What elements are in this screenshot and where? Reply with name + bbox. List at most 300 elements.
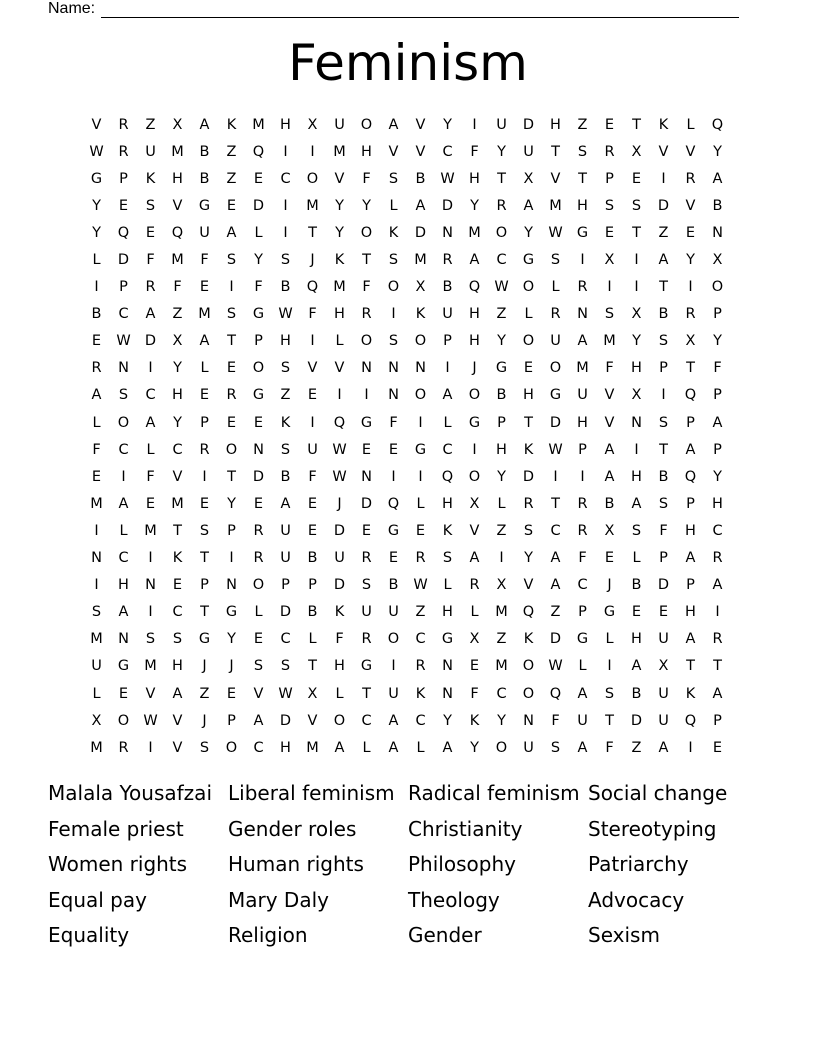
grid-letter: E bbox=[226, 197, 237, 214]
grid-letter: W bbox=[494, 279, 509, 296]
grid-letter: L bbox=[578, 658, 587, 675]
grid-letter: C bbox=[712, 522, 723, 539]
grid-letter: I bbox=[445, 360, 450, 377]
grid-letter: O bbox=[387, 631, 400, 648]
grid-letter: G bbox=[252, 306, 265, 323]
grid-letter: S bbox=[280, 360, 291, 377]
grid-letter: Y bbox=[524, 550, 533, 567]
grid-letter: L bbox=[497, 495, 506, 512]
grid-letter: E bbox=[361, 522, 372, 539]
grid-letter: Q bbox=[333, 414, 346, 431]
grid-letter: X bbox=[685, 333, 696, 350]
grid-letter: I bbox=[337, 387, 342, 404]
grid-letter: O bbox=[495, 739, 508, 756]
grid-letter: C bbox=[280, 170, 291, 187]
word-list-item: Malala Yousafzai bbox=[48, 781, 212, 805]
grid-letter: A bbox=[388, 116, 399, 133]
grid-letter: M bbox=[306, 739, 319, 756]
grid-letter: M bbox=[495, 604, 508, 621]
grid-letter: D bbox=[252, 197, 265, 214]
grid-letter: T bbox=[713, 658, 722, 675]
grid-letter: I bbox=[472, 441, 477, 458]
grid-letter: K bbox=[415, 306, 426, 323]
grid-letter: H bbox=[361, 143, 372, 160]
grid-letter: O bbox=[252, 360, 265, 377]
grid-letter: U bbox=[280, 550, 291, 567]
word-list-item: Female priest bbox=[48, 816, 184, 841]
grid-letter: F bbox=[713, 360, 722, 377]
grid-letter: U bbox=[658, 631, 669, 648]
grid-letter: I bbox=[661, 170, 666, 187]
grid-letter: T bbox=[308, 658, 317, 675]
grid-letter: T bbox=[227, 333, 236, 350]
grid-letter: N bbox=[226, 577, 237, 594]
grid-letter: G bbox=[414, 441, 427, 458]
grid-letter: F bbox=[362, 170, 371, 187]
grid-letter: Y bbox=[713, 143, 722, 160]
grid-letter: I bbox=[148, 739, 153, 756]
grid-letter: W bbox=[332, 441, 347, 458]
grid-letter: U bbox=[145, 143, 156, 160]
grid-letter: V bbox=[334, 170, 345, 187]
grid-letter: G bbox=[441, 631, 454, 648]
grid-letter: M bbox=[603, 333, 616, 350]
grid-letter: E bbox=[226, 360, 237, 377]
grid-letter: K bbox=[469, 712, 480, 729]
grid-letter: Y bbox=[524, 224, 533, 241]
grid-letter: E bbox=[145, 224, 156, 241]
grid-letter: D bbox=[360, 495, 373, 512]
grid-letter: Y bbox=[497, 333, 506, 350]
grid-letter: I bbox=[607, 658, 612, 675]
grid-letter: W bbox=[116, 333, 131, 350]
grid-letter: Y bbox=[362, 197, 371, 214]
grid-letter: B bbox=[199, 143, 210, 160]
grid-letter: R bbox=[415, 658, 426, 675]
grid-letter: V bbox=[307, 712, 318, 729]
grid-letter: C bbox=[280, 631, 291, 648]
grid-letter: Y bbox=[497, 712, 506, 729]
grid-letter: R bbox=[253, 550, 264, 567]
grid-letter: A bbox=[577, 739, 588, 756]
grid-letter: E bbox=[307, 495, 318, 512]
grid-letter: M bbox=[252, 116, 265, 133]
grid-letter: T bbox=[362, 252, 371, 269]
grid-letter: Q bbox=[711, 116, 724, 133]
grid-letter: P bbox=[119, 170, 128, 187]
grid-letter: A bbox=[442, 739, 453, 756]
grid-letter: E bbox=[226, 685, 237, 702]
grid-letter: F bbox=[254, 279, 263, 296]
grid-letter: I bbox=[94, 522, 99, 539]
grid-letter: A bbox=[604, 468, 615, 485]
grid-letter: O bbox=[414, 387, 427, 404]
grid-letter: D bbox=[549, 414, 562, 431]
grid-letter: X bbox=[523, 170, 534, 187]
grid-letter: P bbox=[281, 577, 290, 594]
word-list-item: Sexism bbox=[588, 923, 660, 948]
grid-letter: V bbox=[685, 143, 696, 160]
grid-letter: E bbox=[199, 387, 210, 404]
grid-letter: E bbox=[253, 631, 264, 648]
grid-letter: W bbox=[278, 685, 293, 702]
grid-letter: M bbox=[333, 279, 346, 296]
grid-letter: H bbox=[550, 116, 561, 133]
grid-letter: I bbox=[580, 252, 585, 269]
grid-letter: Y bbox=[497, 468, 506, 485]
grid-letter: P bbox=[605, 170, 614, 187]
grid-letter: X bbox=[712, 252, 723, 269]
grid-letter: V bbox=[685, 197, 696, 214]
grid-letter: Q bbox=[171, 224, 184, 241]
grid-letter: Z bbox=[226, 170, 237, 187]
grid-letter: C bbox=[496, 252, 507, 269]
grid-letter: L bbox=[335, 333, 344, 350]
grid-letter: X bbox=[496, 577, 507, 594]
grid-letter: R bbox=[550, 306, 561, 323]
grid-letter: M bbox=[90, 495, 103, 512]
grid-letter: H bbox=[172, 170, 183, 187]
grid-letter: E bbox=[685, 224, 696, 241]
grid-letter: Y bbox=[92, 197, 101, 214]
word-list-item: Philosophy bbox=[408, 852, 516, 877]
grid-letter: F bbox=[659, 522, 668, 539]
grid-letter: S bbox=[631, 522, 642, 539]
grid-letter: T bbox=[686, 360, 695, 377]
grid-letter: C bbox=[415, 631, 426, 648]
grid-letter: B bbox=[307, 550, 318, 567]
grid-letter: Y bbox=[227, 495, 236, 512]
grid-letter: M bbox=[576, 360, 589, 377]
grid-letter: T bbox=[524, 414, 533, 431]
grid-letter: H bbox=[469, 333, 480, 350]
grid-letter: S bbox=[280, 441, 291, 458]
grid-letter: B bbox=[307, 604, 318, 621]
grid-letter: R bbox=[442, 252, 453, 269]
grid-letter: Z bbox=[550, 604, 561, 621]
grid-letter: F bbox=[308, 468, 317, 485]
grid-letter: J bbox=[472, 360, 477, 377]
grid-letter: H bbox=[172, 658, 183, 675]
grid-letter: L bbox=[551, 279, 560, 296]
grid-letter: N bbox=[388, 360, 399, 377]
grid-letter: F bbox=[173, 279, 182, 296]
grid-letter: I bbox=[634, 279, 639, 296]
grid-letter: I bbox=[310, 143, 315, 160]
grid-letter: V bbox=[145, 685, 156, 702]
grid-letter: C bbox=[442, 441, 453, 458]
grid-letter: A bbox=[118, 495, 129, 512]
grid-letter: C bbox=[577, 577, 588, 594]
grid-letter: Q bbox=[684, 712, 697, 729]
grid-letter: E bbox=[604, 550, 615, 567]
grid-letter: A bbox=[469, 550, 480, 567]
grid-letter: E bbox=[523, 360, 534, 377]
grid-letter: R bbox=[712, 631, 723, 648]
grid-letter: L bbox=[146, 441, 155, 458]
word-list-item: Gender bbox=[408, 923, 482, 948]
grid-letter: M bbox=[171, 252, 184, 269]
grid-letter: G bbox=[603, 604, 616, 621]
grid-letter: A bbox=[577, 685, 588, 702]
grid-letter: L bbox=[605, 631, 614, 648]
grid-letter: Y bbox=[470, 739, 479, 756]
grid-letter: Z bbox=[172, 306, 183, 323]
grid-letter: T bbox=[605, 712, 614, 729]
grid-letter: D bbox=[279, 712, 292, 729]
grid-letter: R bbox=[199, 441, 210, 458]
grid-letter: Z bbox=[145, 116, 156, 133]
grid-letter: F bbox=[470, 685, 479, 702]
grid-letter: D bbox=[630, 712, 643, 729]
grid-letter: K bbox=[442, 522, 453, 539]
grid-letter: H bbox=[631, 360, 642, 377]
grid-letter: A bbox=[388, 739, 399, 756]
grid-letter: D bbox=[333, 577, 346, 594]
grid-letter: N bbox=[388, 387, 399, 404]
grid-letter: F bbox=[362, 279, 371, 296]
grid-letter: L bbox=[119, 522, 128, 539]
grid-letter: E bbox=[604, 224, 615, 241]
grid-letter: R bbox=[361, 631, 372, 648]
grid-letter: K bbox=[685, 685, 696, 702]
grid-letter: I bbox=[580, 468, 585, 485]
grid-letter: E bbox=[388, 550, 399, 567]
grid-letter: I bbox=[121, 468, 126, 485]
grid-letter: C bbox=[496, 685, 507, 702]
grid-letter: Y bbox=[497, 143, 506, 160]
grid-letter: I bbox=[391, 658, 396, 675]
grid-letter: I bbox=[202, 468, 207, 485]
grid-letter: I bbox=[634, 441, 639, 458]
grid-letter: R bbox=[118, 739, 129, 756]
grid-letter: T bbox=[308, 224, 317, 241]
grid-letter: X bbox=[631, 387, 642, 404]
grid-letter: M bbox=[144, 658, 157, 675]
grid-letter: H bbox=[577, 197, 588, 214]
grid-letter: V bbox=[253, 685, 264, 702]
grid-letter: D bbox=[279, 604, 292, 621]
grid-letter: A bbox=[442, 387, 453, 404]
grid-letter: E bbox=[91, 333, 102, 350]
grid-letter: I bbox=[418, 414, 423, 431]
grid-letter: I bbox=[391, 468, 396, 485]
grid-letter: V bbox=[604, 387, 615, 404]
grid-letter: J bbox=[229, 658, 234, 675]
grid-letter: S bbox=[604, 685, 615, 702]
grid-letter: O bbox=[522, 658, 535, 675]
grid-letter: Y bbox=[713, 468, 722, 485]
grid-letter: W bbox=[413, 577, 428, 594]
grid-letter: P bbox=[659, 360, 668, 377]
grid-letter: L bbox=[308, 631, 317, 648]
grid-letter: H bbox=[442, 495, 453, 512]
grid-letter: N bbox=[442, 685, 453, 702]
grid-letter: R bbox=[361, 306, 372, 323]
grid-letter: O bbox=[117, 712, 130, 729]
grid-letter: H bbox=[280, 116, 291, 133]
grid-letter: L bbox=[416, 495, 425, 512]
grid-letter: V bbox=[415, 116, 426, 133]
grid-letter: M bbox=[171, 495, 184, 512]
grid-letter: P bbox=[308, 577, 317, 594]
grid-letter: V bbox=[172, 468, 183, 485]
word-list-item: Stereotyping bbox=[588, 816, 717, 841]
grid-letter: C bbox=[118, 550, 129, 567]
grid-letter: S bbox=[118, 387, 129, 404]
grid-letter: L bbox=[632, 550, 641, 567]
grid-letter: Y bbox=[443, 712, 452, 729]
grid-letter: F bbox=[92, 441, 101, 458]
grid-letter: F bbox=[578, 550, 587, 567]
grid-letter: B bbox=[388, 577, 399, 594]
grid-letter: E bbox=[631, 604, 642, 621]
grid-letter: P bbox=[686, 414, 695, 431]
grid-letter: T bbox=[551, 495, 560, 512]
grid-letter: O bbox=[522, 685, 535, 702]
grid-letter: T bbox=[659, 279, 668, 296]
grid-letter: R bbox=[496, 197, 507, 214]
grid-letter: A bbox=[658, 252, 669, 269]
grid-letter: E bbox=[631, 170, 642, 187]
grid-letter: G bbox=[198, 197, 211, 214]
grid-letter: R bbox=[685, 306, 696, 323]
grid-letter: Q bbox=[306, 279, 319, 296]
grid-letter: A bbox=[280, 495, 291, 512]
grid-letter: U bbox=[550, 333, 561, 350]
grid-letter: K bbox=[334, 604, 345, 621]
word-list-item: Liberal feminism bbox=[228, 781, 395, 805]
grid-letter: F bbox=[335, 631, 344, 648]
grid-letter: M bbox=[495, 658, 508, 675]
name-underline[interactable] bbox=[101, 3, 739, 18]
grid-letter: Z bbox=[658, 224, 669, 241]
grid-letter: T bbox=[659, 441, 668, 458]
grid-letter: A bbox=[712, 685, 723, 702]
grid-letter: W bbox=[548, 441, 563, 458]
grid-letter: E bbox=[253, 495, 264, 512]
grid-letter: S bbox=[361, 577, 372, 594]
page-title: Feminism bbox=[288, 34, 528, 92]
grid-letter: E bbox=[118, 685, 129, 702]
grid-letter: Z bbox=[226, 143, 237, 160]
grid-letter: K bbox=[145, 170, 156, 187]
grid-letter: N bbox=[442, 224, 453, 241]
grid-letter: A bbox=[577, 333, 588, 350]
grid-letter: L bbox=[362, 739, 371, 756]
grid-letter: X bbox=[415, 279, 426, 296]
grid-letter: K bbox=[334, 252, 345, 269]
grid-letter: B bbox=[658, 306, 669, 323]
grid-letter: B bbox=[604, 495, 615, 512]
grid-letter: O bbox=[225, 441, 238, 458]
grid-letter: S bbox=[199, 522, 210, 539]
grid-letter: B bbox=[91, 306, 102, 323]
grid-letter: P bbox=[713, 387, 722, 404]
grid-letter: U bbox=[199, 224, 210, 241]
grid-letter: T bbox=[173, 522, 182, 539]
grid-letter: Q bbox=[549, 685, 562, 702]
grid-letter: Y bbox=[227, 631, 236, 648]
grid-letter: W bbox=[440, 170, 455, 187]
grid-letter: B bbox=[712, 197, 723, 214]
grid-letter: I bbox=[148, 550, 153, 567]
grid-letter: S bbox=[199, 739, 210, 756]
grid-letter: H bbox=[469, 306, 480, 323]
grid-letter: Z bbox=[415, 604, 426, 621]
grid-letter: A bbox=[145, 306, 156, 323]
grid-letter: R bbox=[685, 170, 696, 187]
grid-letter: S bbox=[658, 495, 669, 512]
grid-letter: H bbox=[496, 441, 507, 458]
grid-letter: C bbox=[442, 143, 453, 160]
grid-letter: F bbox=[146, 252, 155, 269]
grid-letter: E bbox=[469, 658, 480, 675]
grid-letter: R bbox=[118, 143, 129, 160]
grid-letter: J bbox=[202, 712, 207, 729]
grid-letter: L bbox=[443, 414, 452, 431]
grid-letter: O bbox=[387, 279, 400, 296]
grid-letter: Y bbox=[92, 224, 101, 241]
grid-letter: N bbox=[118, 360, 129, 377]
grid-letter: A bbox=[631, 658, 642, 675]
grid-letter: O bbox=[225, 739, 238, 756]
grid-letter: I bbox=[391, 306, 396, 323]
grid-letter: S bbox=[280, 658, 291, 675]
grid-letter: S bbox=[658, 333, 669, 350]
grid-letter: A bbox=[469, 252, 480, 269]
grid-letter: B bbox=[658, 468, 669, 485]
grid-letter: P bbox=[659, 550, 668, 567]
grid-letter: A bbox=[712, 170, 723, 187]
grid-letter: X bbox=[307, 685, 318, 702]
grid-letter: K bbox=[523, 631, 534, 648]
grid-letter: I bbox=[94, 279, 99, 296]
grid-letter: R bbox=[604, 143, 615, 160]
grid-letter: C bbox=[550, 522, 561, 539]
grid-letter: A bbox=[658, 739, 669, 756]
grid-letter: U bbox=[577, 712, 588, 729]
grid-letter: H bbox=[631, 468, 642, 485]
grid-letter: A bbox=[685, 550, 696, 567]
grid-letter: I bbox=[310, 333, 315, 350]
grid-letter: U bbox=[334, 550, 345, 567]
grid-letter: A bbox=[604, 441, 615, 458]
grid-letter: G bbox=[198, 631, 211, 648]
grid-letter: Y bbox=[632, 333, 641, 350]
name-field[interactable] bbox=[48, 0, 739, 18]
grid-letter: H bbox=[712, 495, 723, 512]
grid-letter: V bbox=[550, 170, 561, 187]
grid-letter: L bbox=[524, 306, 533, 323]
grid-letter: A bbox=[550, 577, 561, 594]
grid-letter: I bbox=[94, 577, 99, 594]
grid-letter: T bbox=[632, 224, 641, 241]
grid-letter: O bbox=[414, 333, 427, 350]
grid-letter: L bbox=[443, 577, 452, 594]
grid-letter: S bbox=[172, 631, 183, 648]
grid-letter: K bbox=[415, 685, 426, 702]
grid-letter: C bbox=[145, 387, 156, 404]
grid-letter: X bbox=[631, 143, 642, 160]
grid-letter: R bbox=[577, 495, 588, 512]
grid-letter: P bbox=[713, 306, 722, 323]
word-list-item: Radical feminism bbox=[408, 781, 580, 805]
grid-letter: P bbox=[686, 577, 695, 594]
grid-letter: L bbox=[254, 604, 263, 621]
grid-letter: I bbox=[634, 252, 639, 269]
grid-letter: H bbox=[577, 414, 588, 431]
